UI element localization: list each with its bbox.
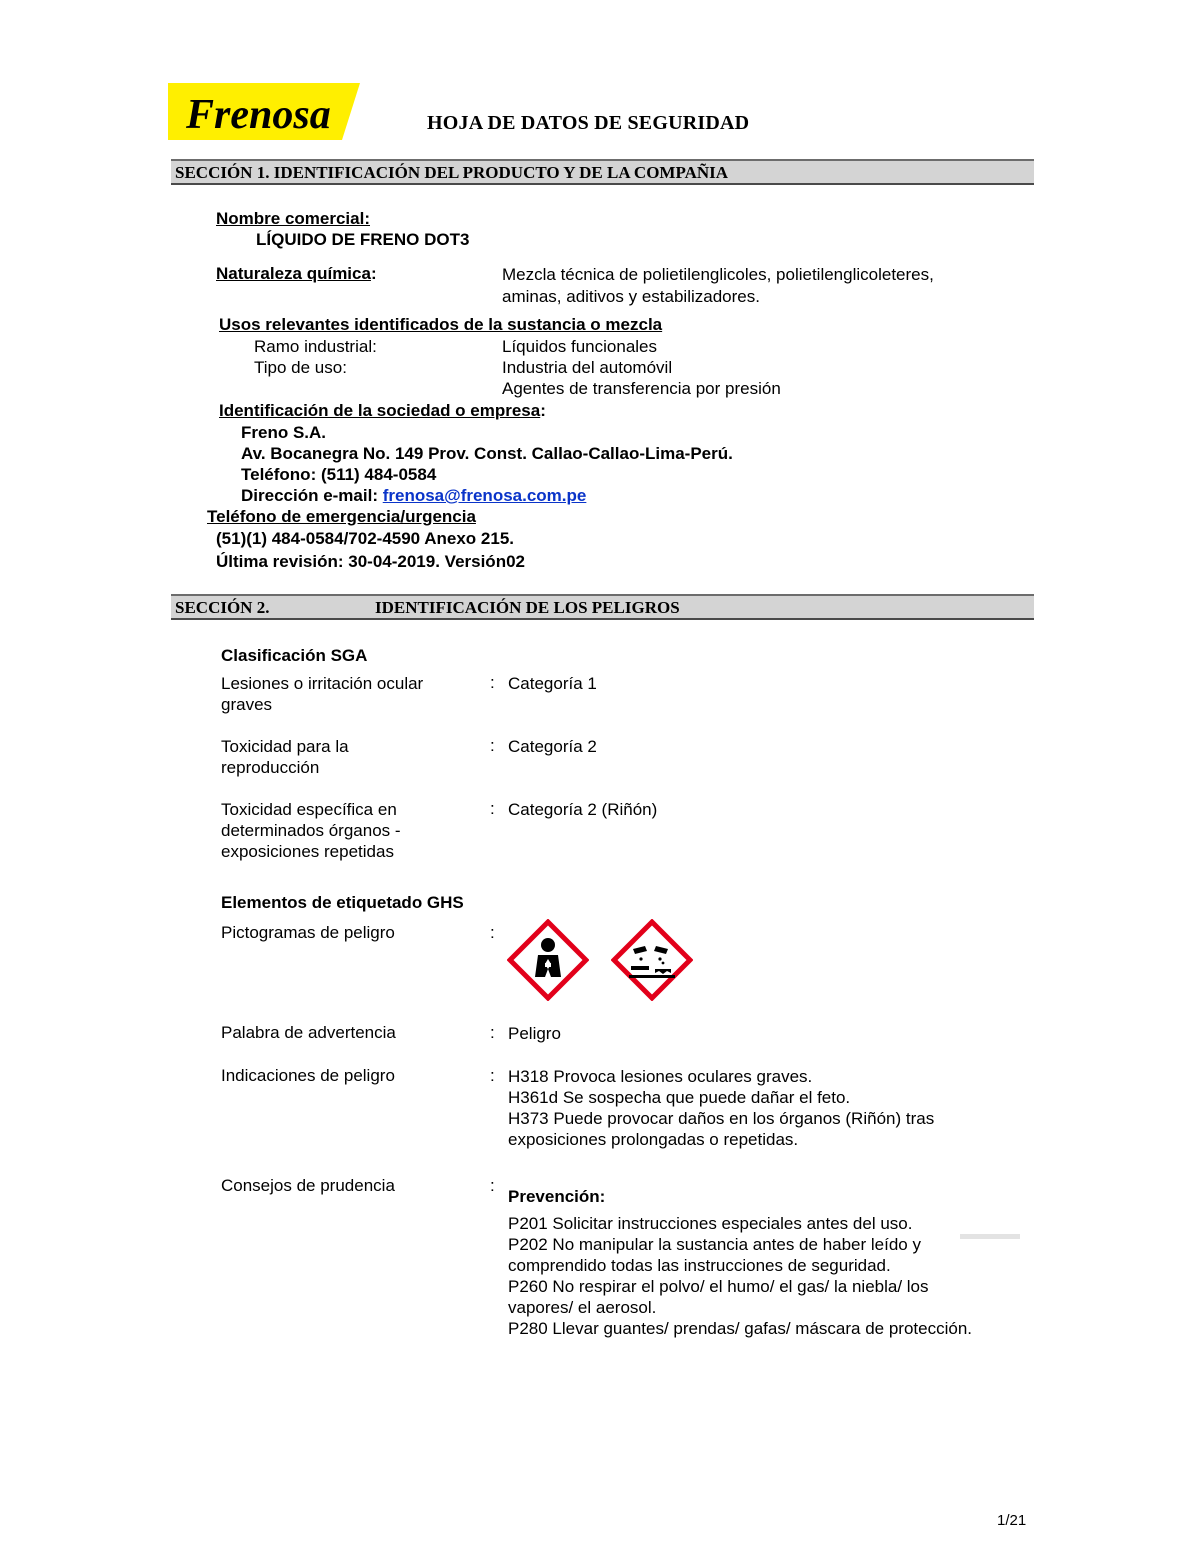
section-2-number: SECCIÓN 2. [175,598,270,617]
classification-value-3: Categoría 2 (Riñón) [508,800,658,819]
section-2-header [171,594,1034,620]
colon: : [490,1176,495,1195]
hazard-statements-list [508,1066,934,1150]
precautionary-statement: vapores/ el aerosol. [508,1298,657,1317]
emergency-phone: (51)(1) 484-0584/702-4590 Anexo 215. [216,529,514,548]
use-type-value: Industria del automóvil [502,358,673,377]
hazard-statements-label: Indicaciones de peligro [221,1066,395,1085]
company-address: Av. Bocanegra No. 149 Prov. Const. Callao-Callao-Lima-Perú. [241,444,733,463]
signal-word: Peligro [508,1024,561,1043]
section-1-title: SECCIÓN 1. IDENTIFICACIÓN DEL PRODUCTO Y DE LA COMPAÑIA [175,163,729,182]
company-email-row [241,486,586,506]
hazard-statement: H361d Se sospecha que puede dañar el feto. [508,1088,851,1107]
colon: : [490,736,495,755]
colon: : [490,799,495,818]
health-hazard-icon [507,919,589,1001]
section-2-title: IDENTIFICACIÓN DE LOS PELIGROS [375,598,680,617]
frenosa-logo [166,83,360,140]
classification-value-1: Categoría 1 [508,674,597,693]
last-revision: Última revisión: 30-04-2019. Versión02 [216,552,525,571]
email-label: Dirección e-mail: [241,486,383,505]
chemical-nature-value: Mezcla técnica de polietilenglicoles, polietilenglicoleteres, aminas, aditivos y estabilizadores. [502,265,934,306]
precautionary-statement: P202 No manipular la sustancia antes de haber leído y [508,1235,921,1254]
precautionary-statement: P201 Solicitar instrucciones especiales antes del uso. [508,1214,913,1233]
section-1-header [171,159,1034,185]
precautionary-list [508,1213,972,1339]
uses-heading: Usos relevantes identificados de la sustancia o mezcla [219,315,663,334]
colon: : [490,1023,495,1042]
industry-value: Líquidos funcionales [502,337,658,356]
use-type-label: Tipo de uso: [254,358,347,377]
corrosion-icon [611,919,693,1001]
hazard-statement: H318 Provoca lesiones oculares graves. [508,1067,813,1086]
trade-name-value: LÍQUIDO DE FRENO DOT3 [256,230,470,249]
svg-text:Frenosa: Frenosa [186,92,331,138]
classification-label-1: Lesiones o irritación ocular graves [221,674,424,714]
company-email-link[interactable]: frenosa@frenosa.com.pe [382,486,587,505]
prevention-heading: Prevención: [508,1187,606,1206]
page-number: 1/21 [997,1512,1027,1529]
industry-label: Ramo industrial: [254,337,377,356]
colon: : [490,1066,495,1085]
precautionary-statement: comprendido todas las instrucciones de seguridad. [508,1256,891,1275]
ghs-heading: Elementos de etiquetado GHS [221,893,464,912]
precautionary-statement: P280 Llevar guantes/ prendas/ gafas/ máscara de protección. [508,1319,973,1338]
classification-label-3: Toxicidad específica en determinados órganos - exposiciones repetidas [221,800,401,861]
document-title: HOJA DE DATOS DE SEGURIDAD [427,112,750,134]
precautionary-label: Consejos de prudencia [221,1176,395,1195]
hazard-statement: H373 Puede provocar daños en los órganos (Riñón) tras [508,1109,935,1128]
colon: : [490,673,495,692]
use-type-value-2: Agentes de transferencia por presión [502,379,781,398]
company-name: Freno S.A. [241,423,327,442]
pictograms-label: Pictogramas de peligro [221,923,395,942]
company-phone: Teléfono: (511) 484-0584 [241,465,437,484]
emergency-heading: Teléfono de emergencia/urgencia [207,507,476,526]
signal-word-label: Palabra de advertencia [221,1023,396,1042]
hazard-statement: exposiciones prolongadas o repetidas. [508,1130,799,1149]
trade-name-label: Nombre comercial: [216,209,370,228]
company-heading: Identificación de la sociedad o empresa: [219,401,546,420]
precautionary-statement: P260 No respirar el polvo/ el humo/ el gas/ la niebla/ los [508,1277,929,1296]
classification-label-2: Toxicidad para la reproducción [221,737,349,777]
classification-value-2: Categoría 2 [508,737,597,756]
sga-heading: Clasificación SGA [221,646,368,665]
colon: : [490,923,495,942]
chemical-nature-label: Naturaleza química: [216,264,377,283]
